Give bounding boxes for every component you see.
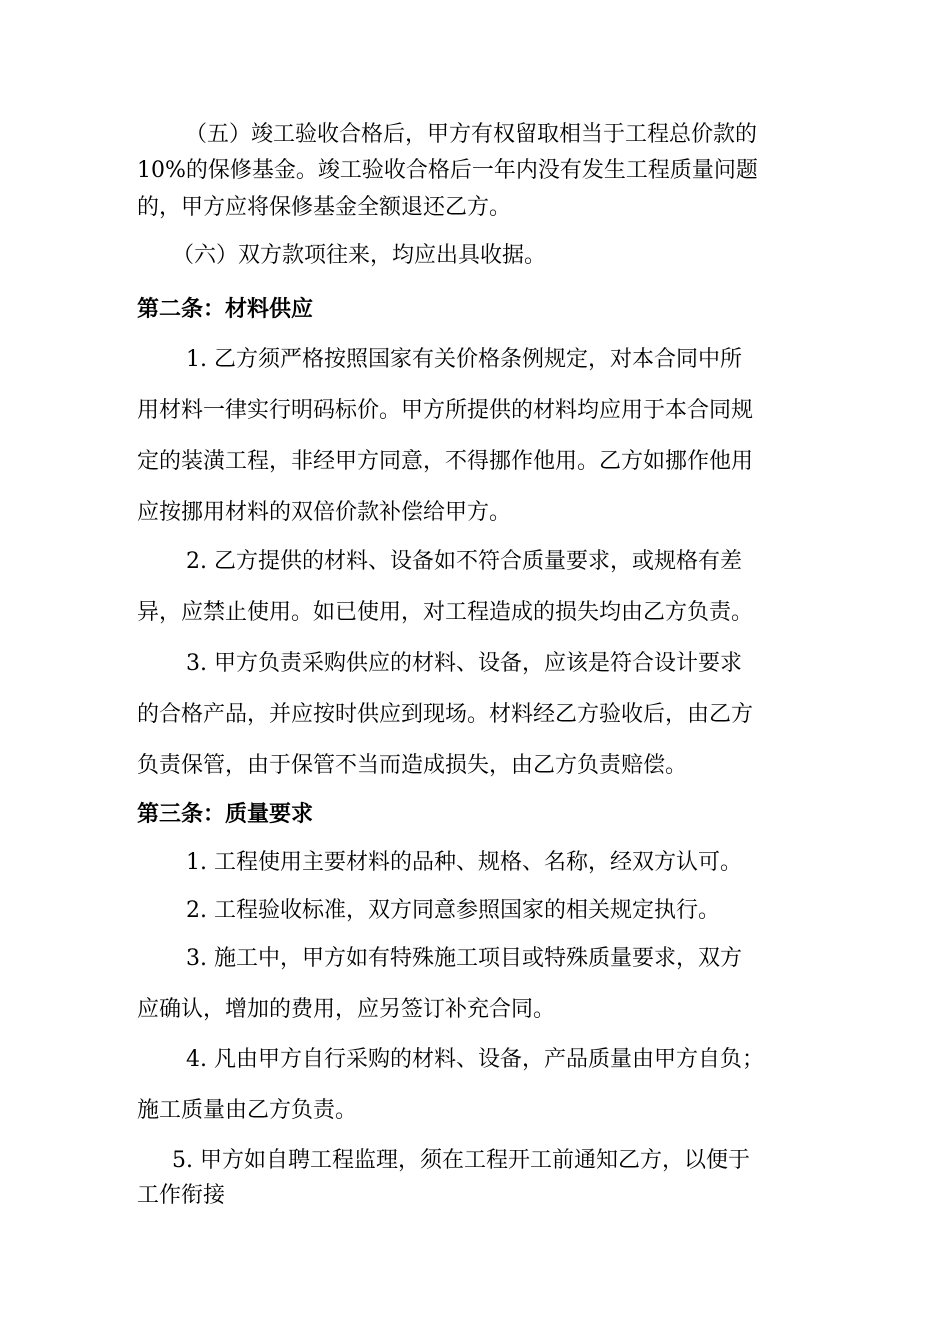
paragraph-line: （五）竣工验收合格后，甲方有权留取相当于工程总价款的 — [185, 122, 758, 147]
paragraph-line: 施工质量由乙方负责。 — [137, 1098, 358, 1123]
paragraph-line: 应确认，增加的费用，应另签订补充合同。 — [137, 997, 556, 1022]
section-heading: 第二条：材料供应 — [137, 296, 314, 322]
paragraph-line: 负责保管，由于保管不当而造成损失，由乙方负责赔偿。 — [137, 753, 688, 778]
paragraph-line: 异，应禁止使用。如已使用，对工程造成的损失均由乙方负责。 — [137, 600, 754, 625]
paragraph-line: 的，甲方应将保修基金全额退还乙方。 — [137, 195, 512, 220]
paragraph-line: 3. 甲方负责采购供应的材料、设备，应该是符合设计要求 — [186, 651, 742, 676]
paragraph-line: （六）双方款项往来，均应出具收据。 — [172, 243, 547, 268]
paragraph-line: 2. 乙方提供的材料、设备如不符合质量要求，或规格有差 — [186, 549, 742, 574]
section-heading: 第三条：质量要求 — [137, 801, 314, 827]
paragraph-line: 2. 工程验收标准，双方同意参照国家的相关规定执行。 — [186, 898, 720, 923]
paragraph-line: 应按挪用材料的双倍价款补偿给甲方。 — [137, 500, 512, 525]
paragraph-line: 1. 工程使用主要材料的品种、规格、名称，经双方认可。 — [186, 850, 742, 875]
paragraph-line: 用材料一律实行明码标价。甲方所提供的材料均应用于本合同规 — [137, 398, 754, 423]
paragraph-line: 10%的保修基金。竣工验收合格后一年内没有发生工程质量问题 — [137, 158, 758, 183]
paragraph-line: 定的装潢工程，非经甲方同意，不得挪作他用。乙方如挪作他用 — [137, 449, 754, 474]
paragraph-line: 4. 凡由甲方自行采购的材料、设备，产品质量由甲方自负； — [186, 1047, 764, 1072]
paragraph-line: 3. 施工中，甲方如有特殊施工项目或特殊质量要求，双方 — [186, 946, 742, 971]
paragraph-line: 的合格产品，并应按时供应到现场。材料经乙方验收后，由乙方 — [137, 702, 754, 727]
paragraph-line: 工作衔接 — [137, 1183, 226, 1208]
paragraph-line: 1. 乙方须严格按照国家有关价格条例规定，对本合同中所 — [186, 347, 742, 372]
paragraph-line: 5. 甲方如自聘工程监理，须在工程开工前通知乙方，以便于 — [172, 1148, 750, 1173]
